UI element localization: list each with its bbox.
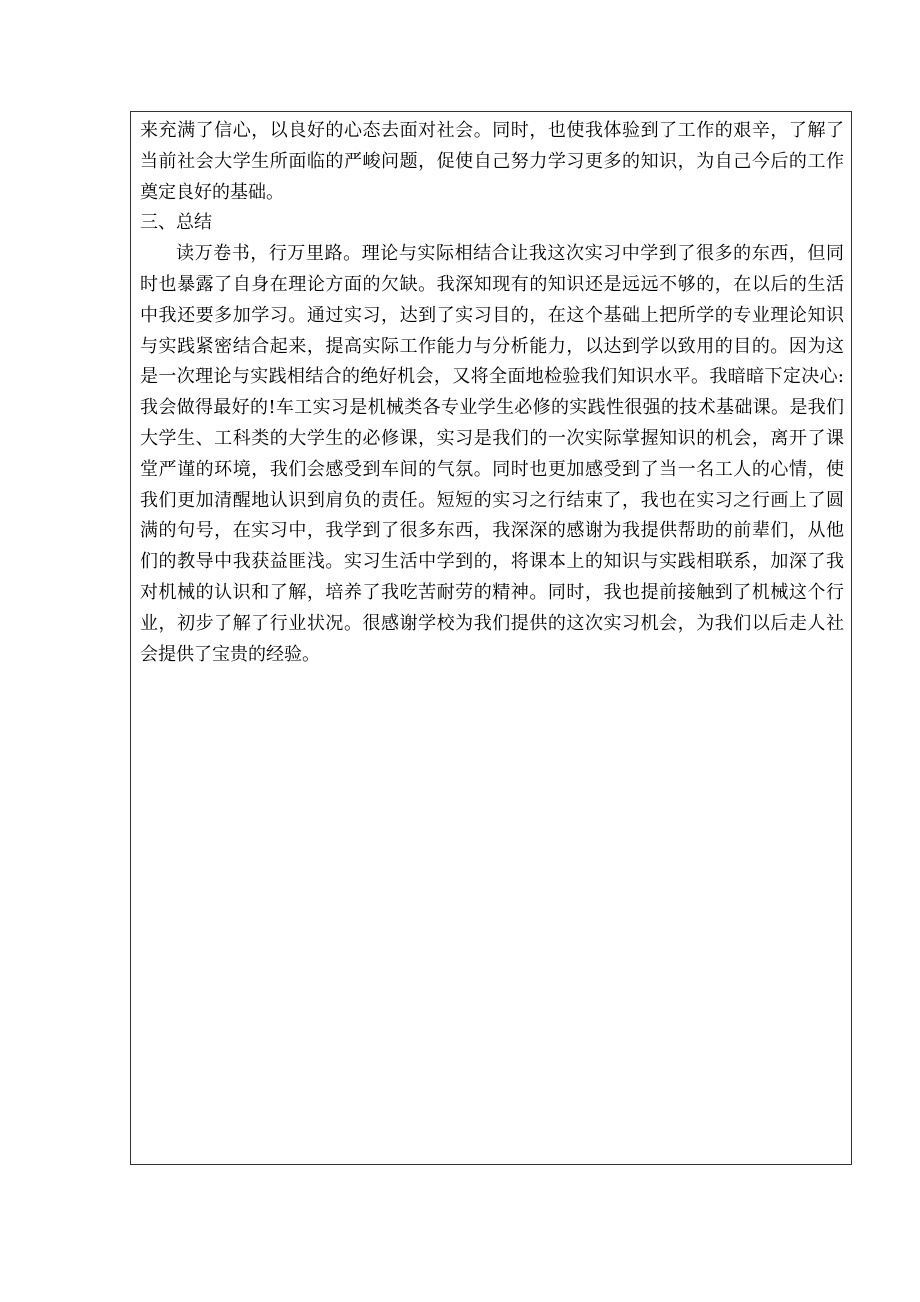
document-table-cell (130, 111, 852, 1165)
summary-line: 与实践紧密结合起来，提高实际工作能力与分析能力，以达到学以致用的目的。因为这 (140, 335, 844, 357)
summary-line: 时也暴露了自身在理论方面的欠缺。我深知现有的知识还是远远不够的，在以后的生活 (140, 273, 844, 295)
summary-line: 满的句号，在实习中，我学到了很多东西，我深深的感谢为我提供帮助的前辈们，从他 (140, 520, 844, 542)
summary-line: 我会做得最好的!车工实习是机械类各专业学生必修的实践性很强的技术基础课。是我们 (140, 397, 844, 419)
summary-line: 我们更加清醒地认识到肩负的责任。短短的实习之行结束了，我也在实习之行画上了圆 (140, 489, 844, 511)
intro-line: 当前社会大学生所面临的严峻问题，促使自己努力学习更多的知识，为自己今后的工作 (140, 150, 844, 172)
summary-line: 们的教导中我获益匪浅。实习生活中学到的，将课本上的知识与实践相联系，加深了我 (140, 551, 844, 573)
intro-line: 来充满了信心，以良好的心态去面对社会。同时，也使我体验到了工作的艰辛，了解了 (140, 120, 844, 141)
intro-line: 奠定良好的基础。 (140, 181, 284, 203)
summary-line: 会提供了宝贵的经验。 (140, 643, 320, 665)
summary-line: 对机械的认识和了解，培养了我吃苦耐劳的精神。同时，我也提前接触到了机械这个行 (140, 581, 844, 603)
summary-line: 业，初步了解了行业状况。很感谢学校为我们提供的这次实习机会，为我们以后走人社 (140, 612, 844, 634)
summary-line: 中我还要多加学习。通过实习，达到了实习目的，在这个基础上把所学的专业理论知识 (140, 304, 844, 326)
section-heading: 三、总结 (140, 212, 212, 234)
report-body (140, 116, 844, 670)
summary-line: 是一次理论与实践相结合的绝好机会，又将全面地检验我们知识水平。我暗暗下定决心: (140, 366, 844, 388)
summary-line: 堂严谨的环境，我们会感受到车间的气氛。同时也更加感受到了当一名工人的心情，使 (140, 458, 844, 480)
summary-line: 读万卷书，行万里路。理论与实际相结合让我这次实习中学到了很多的东西，但同 (176, 243, 844, 265)
summary-line: 大学生、工科类的大学生的必修课，实习是我们的一次实际掌握知识的机会，离开了课 (140, 427, 844, 449)
